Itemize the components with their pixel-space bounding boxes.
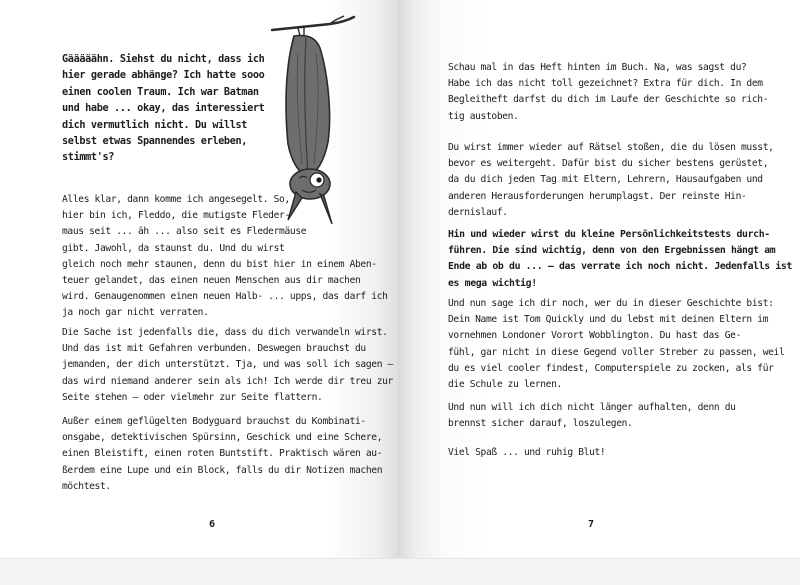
left-paragraph-1 <box>62 192 388 322</box>
left-page <box>0 0 398 558</box>
text-line: Dein Name ist Tom Quickly und du lebst mit deinen Eltern im <box>448 314 769 326</box>
page-bottom-edge <box>0 558 800 585</box>
text-line: gleich noch mehr staunen, denn du bist hier in einem Aben- <box>62 258 377 270</box>
right-paragraph-5 <box>448 400 736 432</box>
text-line: die Schule zu lernen. <box>448 379 562 391</box>
text-line: dich vermutlich nicht. Du willst <box>62 119 248 131</box>
text-line: führen. Die sind wichtig, denn von den Ergebnissen hängt am <box>448 245 776 257</box>
right-page <box>398 0 798 558</box>
text-line: möchtest. <box>62 480 111 492</box>
text-line: gibt. Jawohl, da staunst du. Und du wirst <box>62 242 285 254</box>
text-line: maus seit ... äh ... also seit es Fledermäuse <box>62 226 307 238</box>
text-line: Ende ab ob du ... – das verrate ich noch nicht. Jedenfalls ist <box>448 261 792 273</box>
text-line: anderen Herausforderungen herumplagst. Der reinste Hin- <box>448 190 747 202</box>
intro-paragraph <box>62 52 264 167</box>
text-line: einen Bleistift, einen roten Buntstift. Praktisch wären au- <box>62 448 383 460</box>
text-line: Die Sache ist jedenfalls die, dass du dich verwandeln wirst. <box>62 327 388 338</box>
text-line: jemanden, der dich unterstützt. Tja, und was soll ich sagen – <box>62 359 393 371</box>
text-line: Und das ist mit Gefahren verbunden. Deswegen brauchst du <box>62 343 366 355</box>
right-paragraph-2 <box>448 140 774 221</box>
left-paragraph-2 <box>62 325 393 406</box>
page-number-left: 6 <box>209 519 216 530</box>
text-line: brennst sicher darauf, loszulegen. <box>448 418 633 430</box>
text-line: hier gerade abhänge? Ich hatte sooo <box>62 70 265 82</box>
text-line: Und nun will ich dich nicht länger aufhalten, denn du <box>448 402 736 413</box>
text-line: Außer einem geflügelten Bodyguard brauchst du Kombinati- <box>62 416 366 427</box>
text-line: Hin und wieder wirst du kleine Persönlichkeitstests durch- <box>448 229 770 240</box>
right-paragraph-6 <box>448 445 605 461</box>
text-line: Schau mal in das Heft hinten im Buch. Na, was sagst du? <box>448 62 747 73</box>
text-line: und habe ... okay, das interessiert <box>62 103 265 115</box>
text-line: da du dich jeden Tag mit Eltern, Lehrern, Hausaufgaben und <box>448 174 763 186</box>
text-line: teuer gelandet, das einen neuen Menschen aus dir machen <box>62 275 361 287</box>
text-line: Begleitheft darfst du dich im Laufe der Geschichte so rich- <box>448 94 769 106</box>
text-line: fühl, gar nicht in diese Gegend voller Streber zu passen, weil <box>448 346 785 358</box>
right-paragraph-3 <box>448 227 792 292</box>
text-line: Viel Spaß ... und ruhig Blut! <box>448 447 606 458</box>
text-line: das wird niemand anderer sein als ich! Ich werde dir treu zur <box>62 375 393 387</box>
text-line: selbst etwas Spannendes erleben, <box>62 136 248 148</box>
left-paragraph-3 <box>62 414 382 495</box>
text-line: ßerdem eine Lupe und ein Block, falls du dir Notizen machen <box>62 464 383 476</box>
text-line: Gääääähn. Siehst du nicht, dass ich <box>62 54 265 65</box>
text-line: dernislauf. <box>448 206 508 218</box>
text-line: es mega wichtig! <box>448 277 537 289</box>
page-number-right: 7 <box>588 519 595 530</box>
text-line: Seite stehen – oder vielmehr zur Seite flattern. <box>62 391 323 403</box>
text-line: Habe ich das nicht toll gezeichnet? Extra für dich. In dem <box>448 78 763 90</box>
right-paragraph-4 <box>448 296 784 393</box>
text-line: vornehmen Londoner Vorort Wobblington. Du hast das Ge- <box>448 330 742 342</box>
text-line: tig austoben. <box>448 110 519 122</box>
text-line: wird. Genaugenommen einen neuen Halb- ... upps, das darf ich <box>62 291 388 303</box>
text-line: einen coolen Traum. Ich war Batman <box>62 86 259 98</box>
text-line: Alles klar, dann komme ich angesegelt. So, <box>62 194 290 205</box>
text-line: stimmt's? <box>62 152 115 164</box>
text-line: hier bin ich, Fleddo, die mutigste Fleder- <box>62 210 290 222</box>
text-line: Du wirst immer wieder auf Rätsel stoßen, die du lösen musst, <box>448 142 774 153</box>
text-line: onsgabe, detektivischen Spürsinn, Geschick und eine Schere, <box>62 432 383 444</box>
right-paragraph-1 <box>448 60 768 125</box>
text-line: ja noch gar nicht verraten. <box>62 307 209 319</box>
text-line: bevor es weitergeht. Dafür bist du sicher bestens gerüstet, <box>448 158 769 170</box>
text-line: Und nun sage ich dir noch, wer du in dieser Geschichte bist: <box>448 298 774 309</box>
text-line: du es viel cooler findest, Computerspiele zu zocken, als für <box>448 362 774 374</box>
